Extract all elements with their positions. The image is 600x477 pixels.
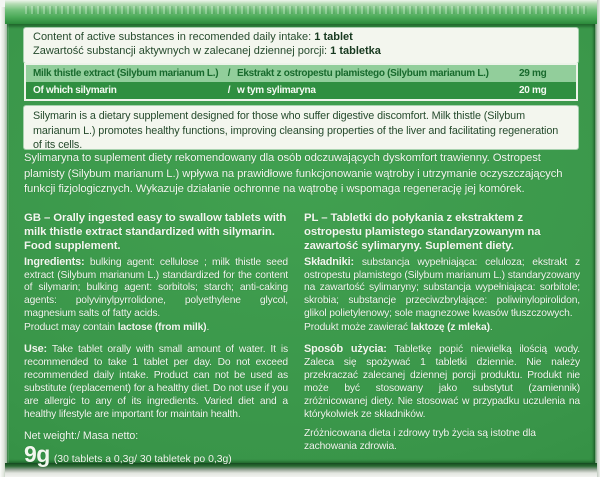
net-weight-detail: (30 tablets a 0,3g/ 30 tabletek po 0,3g) xyxy=(53,454,232,466)
daily-intake-text-pl: Zawartość substancji aktywnych w zalecanej dziennej porcji: xyxy=(33,45,331,57)
cell-extract-sep: / xyxy=(227,68,231,79)
cell-silymarin-amount: 20 mg xyxy=(519,85,547,96)
gb-ingredients-text: bulking agent: cellulose ; milk thistle seed extract (Silybum marianum L.) standardized for the content of silymarin; bulking agent: sorbitols; starch; anti-caking agents: polyvinylpyrrolidone, polyethylene glycol, magnesium salts of fatty acids. xyxy=(24,256,288,320)
cell-silymarin-en: Of which silymarin xyxy=(33,85,117,96)
net-weight-line xyxy=(24,441,288,468)
daily-intake-qty-en: 1 tablet xyxy=(314,31,353,43)
gb-ingredients-label: Ingredients: xyxy=(24,255,85,268)
cell-silymarin-sep: / xyxy=(227,85,231,96)
embossed-text-texture xyxy=(25,6,587,14)
net-weight-label: Net weight:/ Masa netto: xyxy=(24,430,139,443)
box-right-edge xyxy=(595,0,600,477)
daily-intake-text-en: Content of active substances in recomended daily intake: xyxy=(33,31,315,43)
pl-lactose-note xyxy=(304,322,580,335)
gb-food-supplement: Food supplement. xyxy=(24,240,121,253)
daily-intake-panel xyxy=(24,28,578,63)
daily-intake-qty-pl: 1 tabletka xyxy=(330,45,381,57)
pl-use xyxy=(304,343,580,421)
net-weight-value: 9g xyxy=(24,441,50,468)
pl-lactose-suffix: . xyxy=(489,322,493,334)
cell-extract-en: Milk thistle extract (Silybum marianum L.) xyxy=(33,68,219,79)
gb-use xyxy=(24,343,288,421)
table-row-silymarin xyxy=(26,82,576,99)
active-substances-table xyxy=(24,63,578,101)
box-left-edge xyxy=(0,0,7,477)
daily-intake-line-pl xyxy=(33,44,569,58)
pl-use-label: Sposób użycia: xyxy=(304,343,387,356)
daily-intake-line-en xyxy=(33,30,569,44)
box-top-flap xyxy=(5,0,597,24)
gb-use-text: Take tablet orally with small amount of water. It is recommended to take 1 tablet per day. Do not exceed recommended daily intake. Product can not be used as substitute (replacement) for a healthy diet. Do not use if you are allergic to any of its ingredients. Varied diet and a healthy lifestyle are important for maintain health. xyxy=(24,344,288,420)
column-gb xyxy=(24,211,288,468)
net-weight-block xyxy=(24,430,288,468)
gb-lactose-bold: lactose (from milk) xyxy=(117,322,207,334)
pl-ingredients xyxy=(304,256,580,322)
gb-use-label: Use: xyxy=(24,343,48,356)
pl-header xyxy=(304,211,580,254)
gb-ingredients xyxy=(24,256,288,322)
gb-header-text: GB – Orally ingested easy to swallow tablets with milk thistle extract standardized with silymarin. xyxy=(24,212,287,239)
pl-ingredients-label: Składniki: xyxy=(304,255,354,268)
cell-extract-pl: Ekstrakt z ostropestu plamistego (Silybum marianum L.) xyxy=(237,68,489,79)
box-back-panel xyxy=(7,24,595,468)
gb-header xyxy=(24,211,288,254)
intro-panel-en: Silymarin is a dietary supplement designed for those who suffer digestive discomfort. Milk thistle (Silybum marianum L.) promotes healthy functions, improving cleansing properties of the liver and facilitating regeneration of its cells. xyxy=(24,106,578,149)
pl-lactose-prefix: Produkt może zawierać xyxy=(304,322,411,334)
cell-extract-amount: 29 mg xyxy=(519,68,547,79)
cell-silymarin-pl: w tym sylimaryna xyxy=(237,85,316,96)
pl-varied-diet-note: Zróżnicowana dieta i zdrowy tryb życia są istotne dla zachowania zdrowia. xyxy=(304,428,536,453)
pl-header-text: PL – Tabletki do połykania z ekstraktem z ostropestu plamistego standaryzowanym na zawartość sylimaryny. xyxy=(304,212,541,253)
intro-paragraph-pl: Sylimaryna to suplement diety rekomendowany dla osób odczuwających dyskomfort trawienny. Ostropest plamisty (Silybum marianum L.) wpływa na prawidłowe funkcjonowanie wątroby i utrzymanie oczyszczających funkcji fizjologicznych. Wykazuje działanie ochronne na wątrobę i wspomaga regenerację jej komórek. xyxy=(24,152,563,195)
table-row-extract xyxy=(26,65,576,82)
gb-lactose-suffix: . xyxy=(206,322,210,334)
pl-suplement-diety: Suplement diety. xyxy=(425,240,514,253)
pl-lactose-bold: laktozę (z mleka) xyxy=(410,322,490,334)
pl-use-text: Tabletkę popić niewielką ilością wody. Zaleca się spożywać 1 tabletki dziennie. Nie należy przekraczać zalecanej dziennej porcji produktu. Produkt nie może być stosowany jako substytut (zamiennik) zróżnicowanej diety. Nie stosować w przypadku uczulenia na którykolwiek ze składników. xyxy=(304,344,580,420)
language-columns xyxy=(24,211,580,468)
column-pl xyxy=(304,211,580,459)
pl-ingredients-text: substancja wypełniająca: celuloza; ekstrakt z ostropestu plamistego (Silybum marianum L.) standaryzowany na zawartość sylimaryny; substancja wypełniająca: sorbitole; skrobia; substancje przeciwzbrylające: poliwinylopirolidon, glikol polietylenowy; sole magnezowe kwasów tłuszczowych. xyxy=(304,256,580,320)
gb-lactose-note xyxy=(24,322,288,335)
gb-lactose-prefix: Product may contain xyxy=(24,322,118,334)
